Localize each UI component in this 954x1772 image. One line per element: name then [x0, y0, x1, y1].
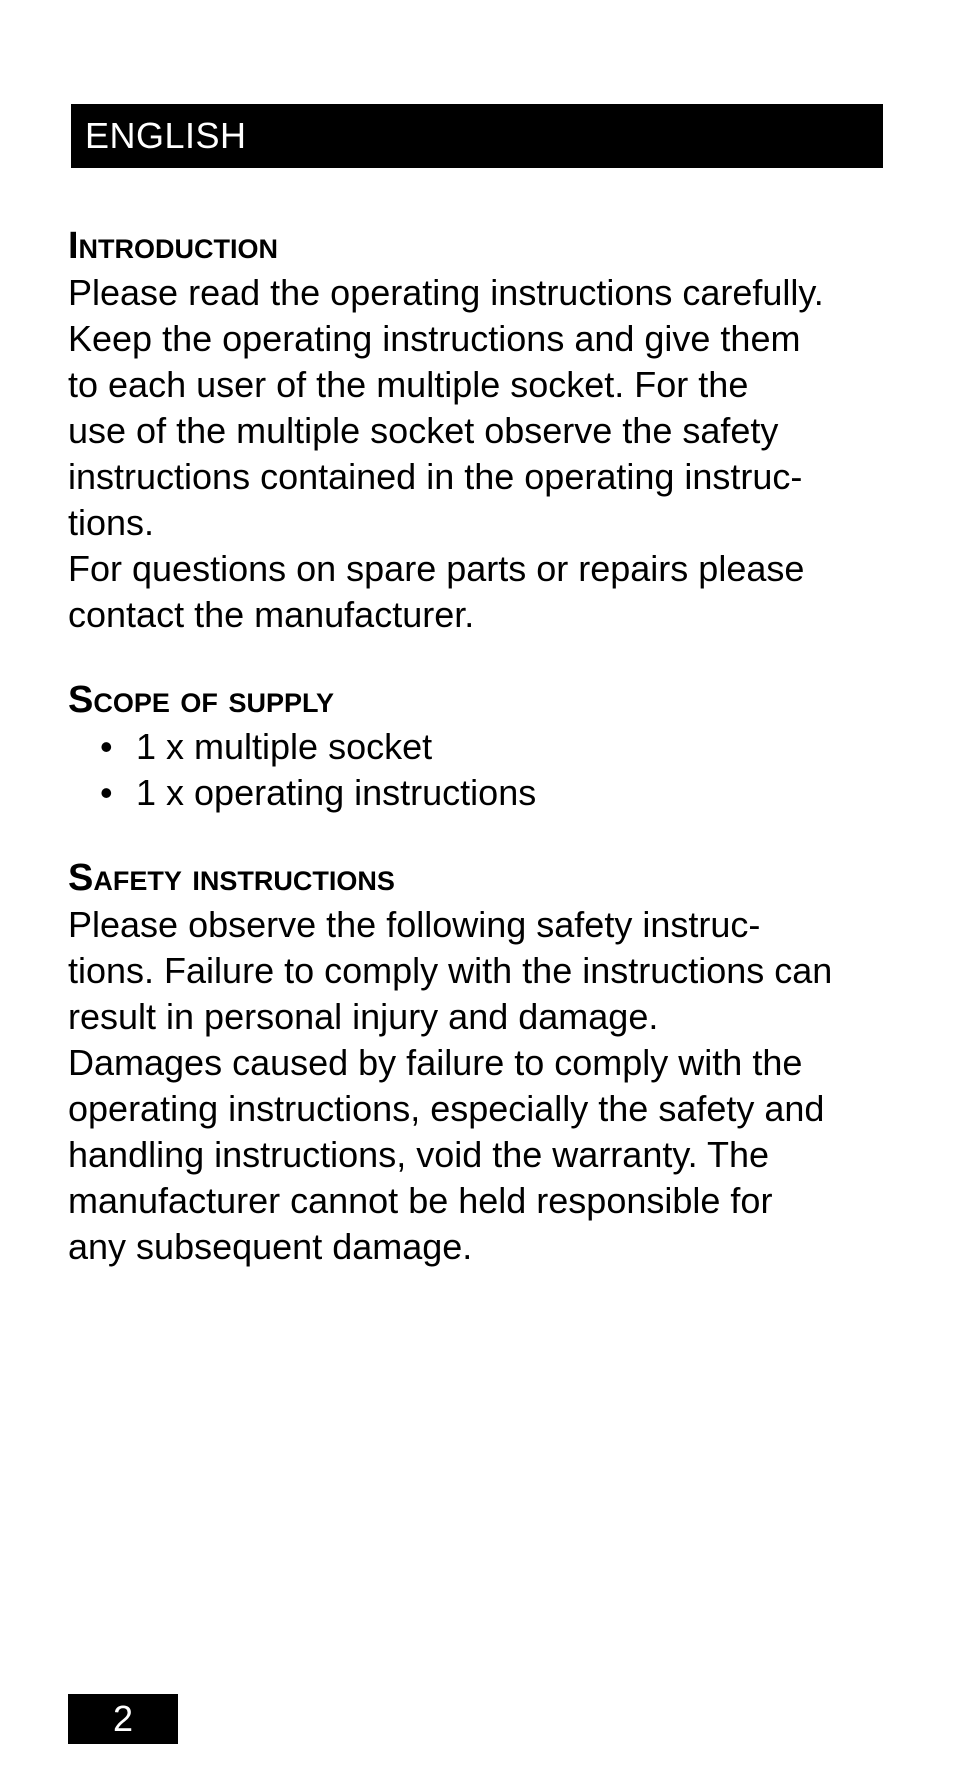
safety-instructions-heading: Safety instructions [68, 857, 395, 899]
language-header-bar [71, 104, 883, 168]
page-content [68, 222, 898, 1270]
introduction-paragraph-2: For questions on spare parts or repairs please contact the manufacturer. [68, 548, 805, 635]
safety-instructions-section [68, 854, 898, 1270]
supply-item-text: 1 x operating instructions [136, 772, 537, 813]
safety-paragraph-1: Please observe the following safety instruc- tions. Failure to comply with the instructions can result in personal injury and damage. [68, 904, 833, 1037]
page-number: 2 [112, 1698, 134, 1739]
scope-of-supply-section [68, 676, 898, 816]
safety-paragraph-2: Damages caused by failure to comply with the operating instructions, especially the safety and handling instructions, void the warranty. The manufacturer cannot be held responsible for any subsequent damage. [68, 1042, 825, 1267]
list-item [100, 770, 898, 816]
supply-list [68, 724, 898, 816]
supply-item-text: 1 x multiple socket [136, 726, 433, 767]
list-item [100, 724, 898, 770]
introduction-paragraph-1: Please read the operating instructions carefully. Keep the operating instructions and give them to each user of the multiple socket. For the use of the multiple socket observe the safety instructions contained in the operating instruc- tions. [68, 272, 824, 543]
scope-of-supply-heading: Scope of supply [68, 679, 335, 721]
introduction-heading: Introduction [68, 225, 279, 267]
bullet-icon: • [100, 772, 113, 813]
language-label: ENGLISH [85, 115, 247, 156]
introduction-section [68, 222, 898, 638]
page-number-badge [68, 1694, 178, 1744]
bullet-icon: • [100, 726, 113, 767]
